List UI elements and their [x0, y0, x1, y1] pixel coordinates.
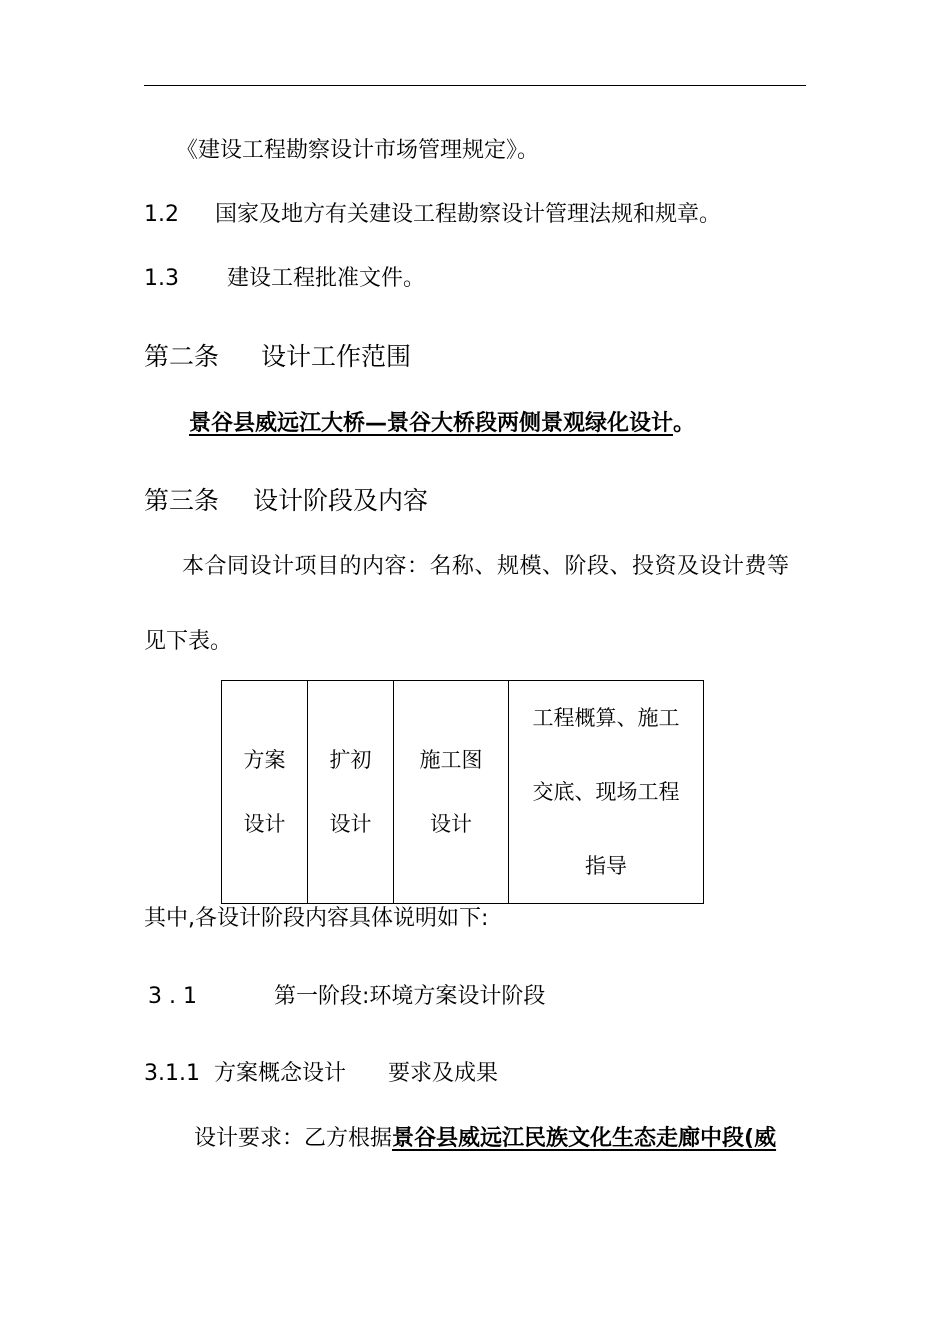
scope-period: 。: [673, 411, 696, 436]
phase-intro: 其中,各设计阶段内容具体说明如下:: [144, 906, 489, 931]
article-heading-2: [144, 340, 411, 374]
article-label: 第三条: [144, 486, 220, 515]
section-number: 3.1.1: [144, 1061, 200, 1086]
item-text: 建设工程批准文件。: [227, 266, 426, 291]
article-title: 设计阶段及内容: [253, 486, 429, 515]
design-requirement: [194, 1124, 776, 1154]
content-paragraph: 本合同设计项目的内容：名称、规模、阶段、投资及设计费等: [182, 554, 790, 579]
item-text: 国家及地方有关建设工程勘察设计管理法规和规章。: [215, 202, 722, 227]
section-3-1: [148, 982, 545, 1012]
table-cell-construction-drawing-design: 施工图 设计: [394, 681, 509, 904]
content-paragraph-continued: 见下表。: [144, 629, 233, 654]
item-number: 1.3: [144, 266, 179, 291]
table-row: [222, 681, 704, 904]
item-number: 1.2: [144, 202, 179, 227]
table-cell-budget-and-site-guidance: 工程概算、施工 交底、现场工程 指导: [509, 681, 704, 904]
requirement-basis: 景谷县威远江民族文化生态走廊中段(威: [392, 1126, 777, 1151]
section-title: 方案概念设计: [213, 1061, 346, 1086]
design-phase-table: [221, 680, 704, 904]
regulation-reference: 《建设工程勘察设计市场管理规定》。: [176, 138, 540, 163]
list-item-1-3: [144, 264, 425, 294]
project-name: 景谷县威远江大桥—景谷大桥段两侧景观绿化设计: [189, 411, 674, 436]
article-title: 设计工作范围: [261, 342, 412, 371]
section-title: 第一阶段:环境方案设计阶段: [273, 984, 546, 1009]
table-cell-preliminary-design: 扩初 设计: [308, 681, 394, 904]
table-cell-scheme-design: 方案 设计: [222, 681, 308, 904]
header-rule: [144, 85, 806, 86]
section-3-1-1: [144, 1059, 498, 1089]
section-title-tail: 要求及成果: [388, 1061, 499, 1086]
article-heading-3: [144, 484, 428, 518]
article-label: 第二条: [144, 342, 220, 371]
requirement-label: 设计要求：乙方根据: [194, 1126, 393, 1151]
design-scope: [189, 409, 695, 439]
section-number: 3 . 1: [148, 984, 197, 1009]
list-item-1-2: [144, 200, 721, 230]
